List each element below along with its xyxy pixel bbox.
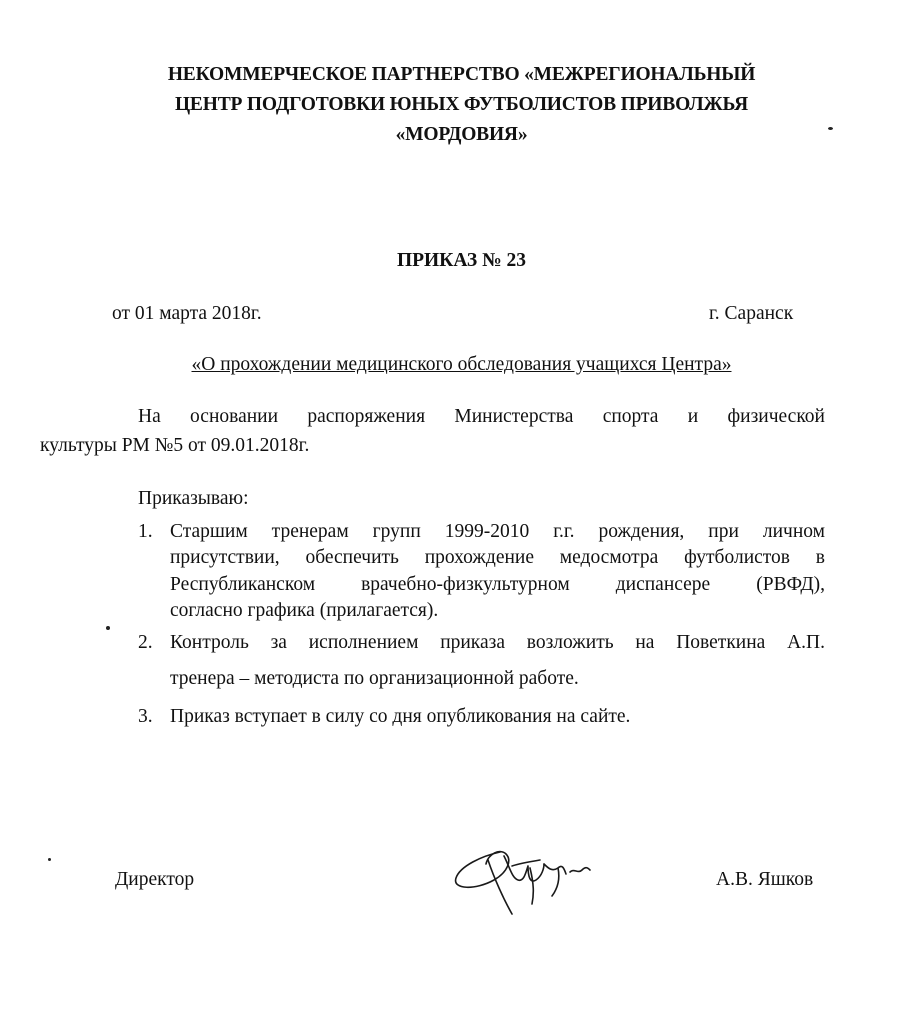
organization-name-line-1: НЕКОММЕРЧЕСКОЕ ПАРТНЕРСТВО «МЕЖРЕГИОНАЛЬНЫЙ (167, 64, 756, 85)
item-1-line-3: Республиканском врачебно-физкультурном диспансере (РВФД), (170, 574, 825, 595)
order-date: от 01 марта 2018г. (112, 303, 262, 324)
item-1-line-4: согласно графика (прилагается). (170, 600, 439, 621)
basis-line-2: культуры РМ №5 от 09.01.2018г. (40, 435, 310, 456)
signature-name: А.В. Яшков (716, 869, 814, 890)
organization-name (60, 60, 863, 150)
scan-speck (106, 626, 110, 630)
item-2-line-2: тренера – методиста по организационной работе. (170, 668, 579, 689)
organization-name-line-3: «МОРДОВИЯ» (395, 124, 528, 145)
scan-speck (828, 127, 833, 130)
organization-name-line-2: ЦЕНТР ПОДГОТОВКИ ЮНЫХ ФУТБОЛИСТОВ ПРИВОЛЖЬЯ (174, 94, 749, 115)
order-city: г. Саранск (709, 303, 794, 324)
item-2-line-1: Контроль за исполнением приказа возложить на Поветкина А.П. (170, 632, 825, 653)
item-number-3: 3. (138, 706, 153, 727)
order-word: Приказываю: (138, 488, 249, 509)
handwritten-signature (448, 838, 598, 920)
item-number-1: 1. (138, 521, 153, 542)
order-title: ПРИКАЗ № 23 (396, 250, 527, 271)
order-subject: «О прохождении медицинского обследования учащихся Центра» (191, 354, 732, 375)
scan-speck (48, 858, 51, 861)
signature-position: Директор (115, 869, 195, 890)
item-number-2: 2. (138, 632, 153, 653)
basis-line-1: На основании распоряжения Министерства спорта и физической (138, 406, 825, 427)
item-3-line-1: Приказ вступает в силу со дня опубликования на сайте. (170, 706, 631, 727)
item-1-line-2: присутствии, обеспечить прохождение медосмотра футболистов в (170, 547, 825, 568)
item-1-line-1: Старшим тренерам групп 1999-2010 г.г. рождения, при личном (170, 521, 825, 542)
